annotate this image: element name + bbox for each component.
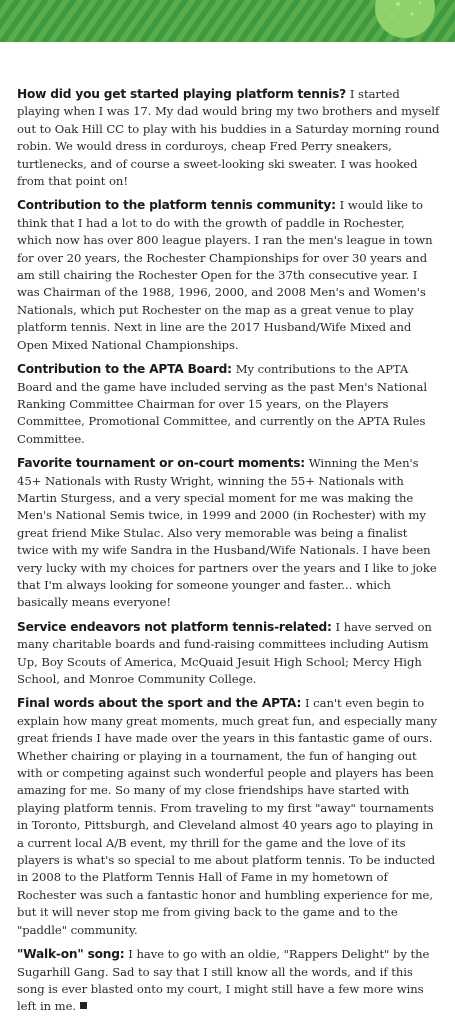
- question-label: Favorite tournament or on-court moments:: [17, 456, 305, 471]
- answer-text: Winning the Men's 45+ Nationals with Rusty Wright, winning the 55+ Nationals with Martin Sturgess, and a very special moment for me was making the Men's National Semis twice, in 1999 and 2000 (in Rochester) with my great friend Mike Stulac. Also very memorable was being a finalist twice with my wife Sandra in the Husband/Wife Nationals. I have been very lucky with my choices for partners over the years and I like to joke that I'm always looking for someone younger and faster... which basically means everyone!: [17, 456, 437, 610]
- qa-paragraph-board: [17, 361, 441, 448]
- qa-paragraph-walk-on-song: [17, 946, 441, 1016]
- question-label: Contribution to the platform tennis community:: [17, 198, 336, 213]
- header-band-graphic: [0, 0, 455, 42]
- answer-text: I have served on many charitable boards and fund-raising committees including Autism Up, Boy Scouts of America, McQuaid Jesuit High School; Mercy High School, and Monroe Community College.: [17, 619, 432, 686]
- qa-paragraph-community: [17, 197, 441, 354]
- answer-text: I started playing when I was 17. My dad would bring my two brothers and myself out to Oak Hill CC to play with his buddies in a Saturday morning round robin. We would dress in corduroys, cheap Fred Perry sneakers, turtlenecks, and of course a sweet-looking ski sweater. I was hooked from that point on!: [17, 87, 440, 189]
- circle-dot-icon: [396, 2, 400, 6]
- qa-paragraph-favorite: [17, 455, 441, 612]
- answer-text: I would like to think that I had a lot to do with the growth of paddle in Rochester, which now has over 800 league players. I ran the men's league in town for over 20 years, the Rochester Championships for over 30 years and am still chairing the Rochester Open for the 37th consecutive year. I was Chairman of the 1988, 1996, 2000, and 2008 Men's and Women's Nationals, which put Rochester on the map as a great venue to play platform tennis. Next in line are the 2017 Husband/Wife Mixed and Open Mixed National Championships.: [17, 198, 433, 352]
- qa-paragraph-service: [17, 619, 441, 689]
- question-label: Final words about the sport and the APTA:: [17, 696, 302, 711]
- qa-paragraph-started: [17, 86, 441, 190]
- qa-paragraph-final-words: [17, 695, 441, 939]
- circle-dot-icon: [391, 15, 393, 17]
- article-body: [17, 86, 441, 1023]
- question-label: How did you get started playing platform tennis?: [17, 87, 347, 101]
- question-label: "Walk-on" song:: [17, 947, 125, 962]
- answer-text: My contributions to the APTA Board and the game have included serving as the past Men's National Ranking Committee Chairman for over 15 years, on the Players Committee, Promotional Committee, and currently on the APTA Rules Committee.: [17, 362, 427, 446]
- answer-text: I can't even begin to explain how many great moments, much great fun, and especially many great friends I have made over the years in this fantastic game of ours. Whether chairing or playing in a tournament, the fun of hanging out with or competing against such wonderful people and players has been amazing for me. So many of my close friendships have started with playing platform tennis. From traveling to my first "away" tournaments in Toronto, Pittsburgh, and Cleveland almost 40 years ago to playing in a current local A/B event, my thrill for the game and the love of its players is what's so special to me about platform tennis. To be inducted in 2008 to the Platform Tennis Hall of Fame in my hometown of Rochester was such a fantastic honor and humbling experience for me, but it will never stop me from giving back to the game and to the "paddle" community.: [17, 696, 438, 937]
- question-label: Service endeavors not platform tennis-related:: [17, 619, 332, 634]
- circle-dot-icon: [410, 12, 413, 15]
- answer-text: I have to go with an oldie, "Rappers Delight" by the Sugarhill Gang. Sad to say that I still know all the words, and if this song is ever blasted onto my court, I might still have a few more wins left in me.: [17, 947, 430, 1014]
- end-of-article-square-icon: [80, 1002, 87, 1009]
- header-band: [0, 0, 455, 42]
- question-label: Contribution to the APTA Board:: [17, 362, 232, 377]
- circle-dot-icon: [419, 2, 422, 5]
